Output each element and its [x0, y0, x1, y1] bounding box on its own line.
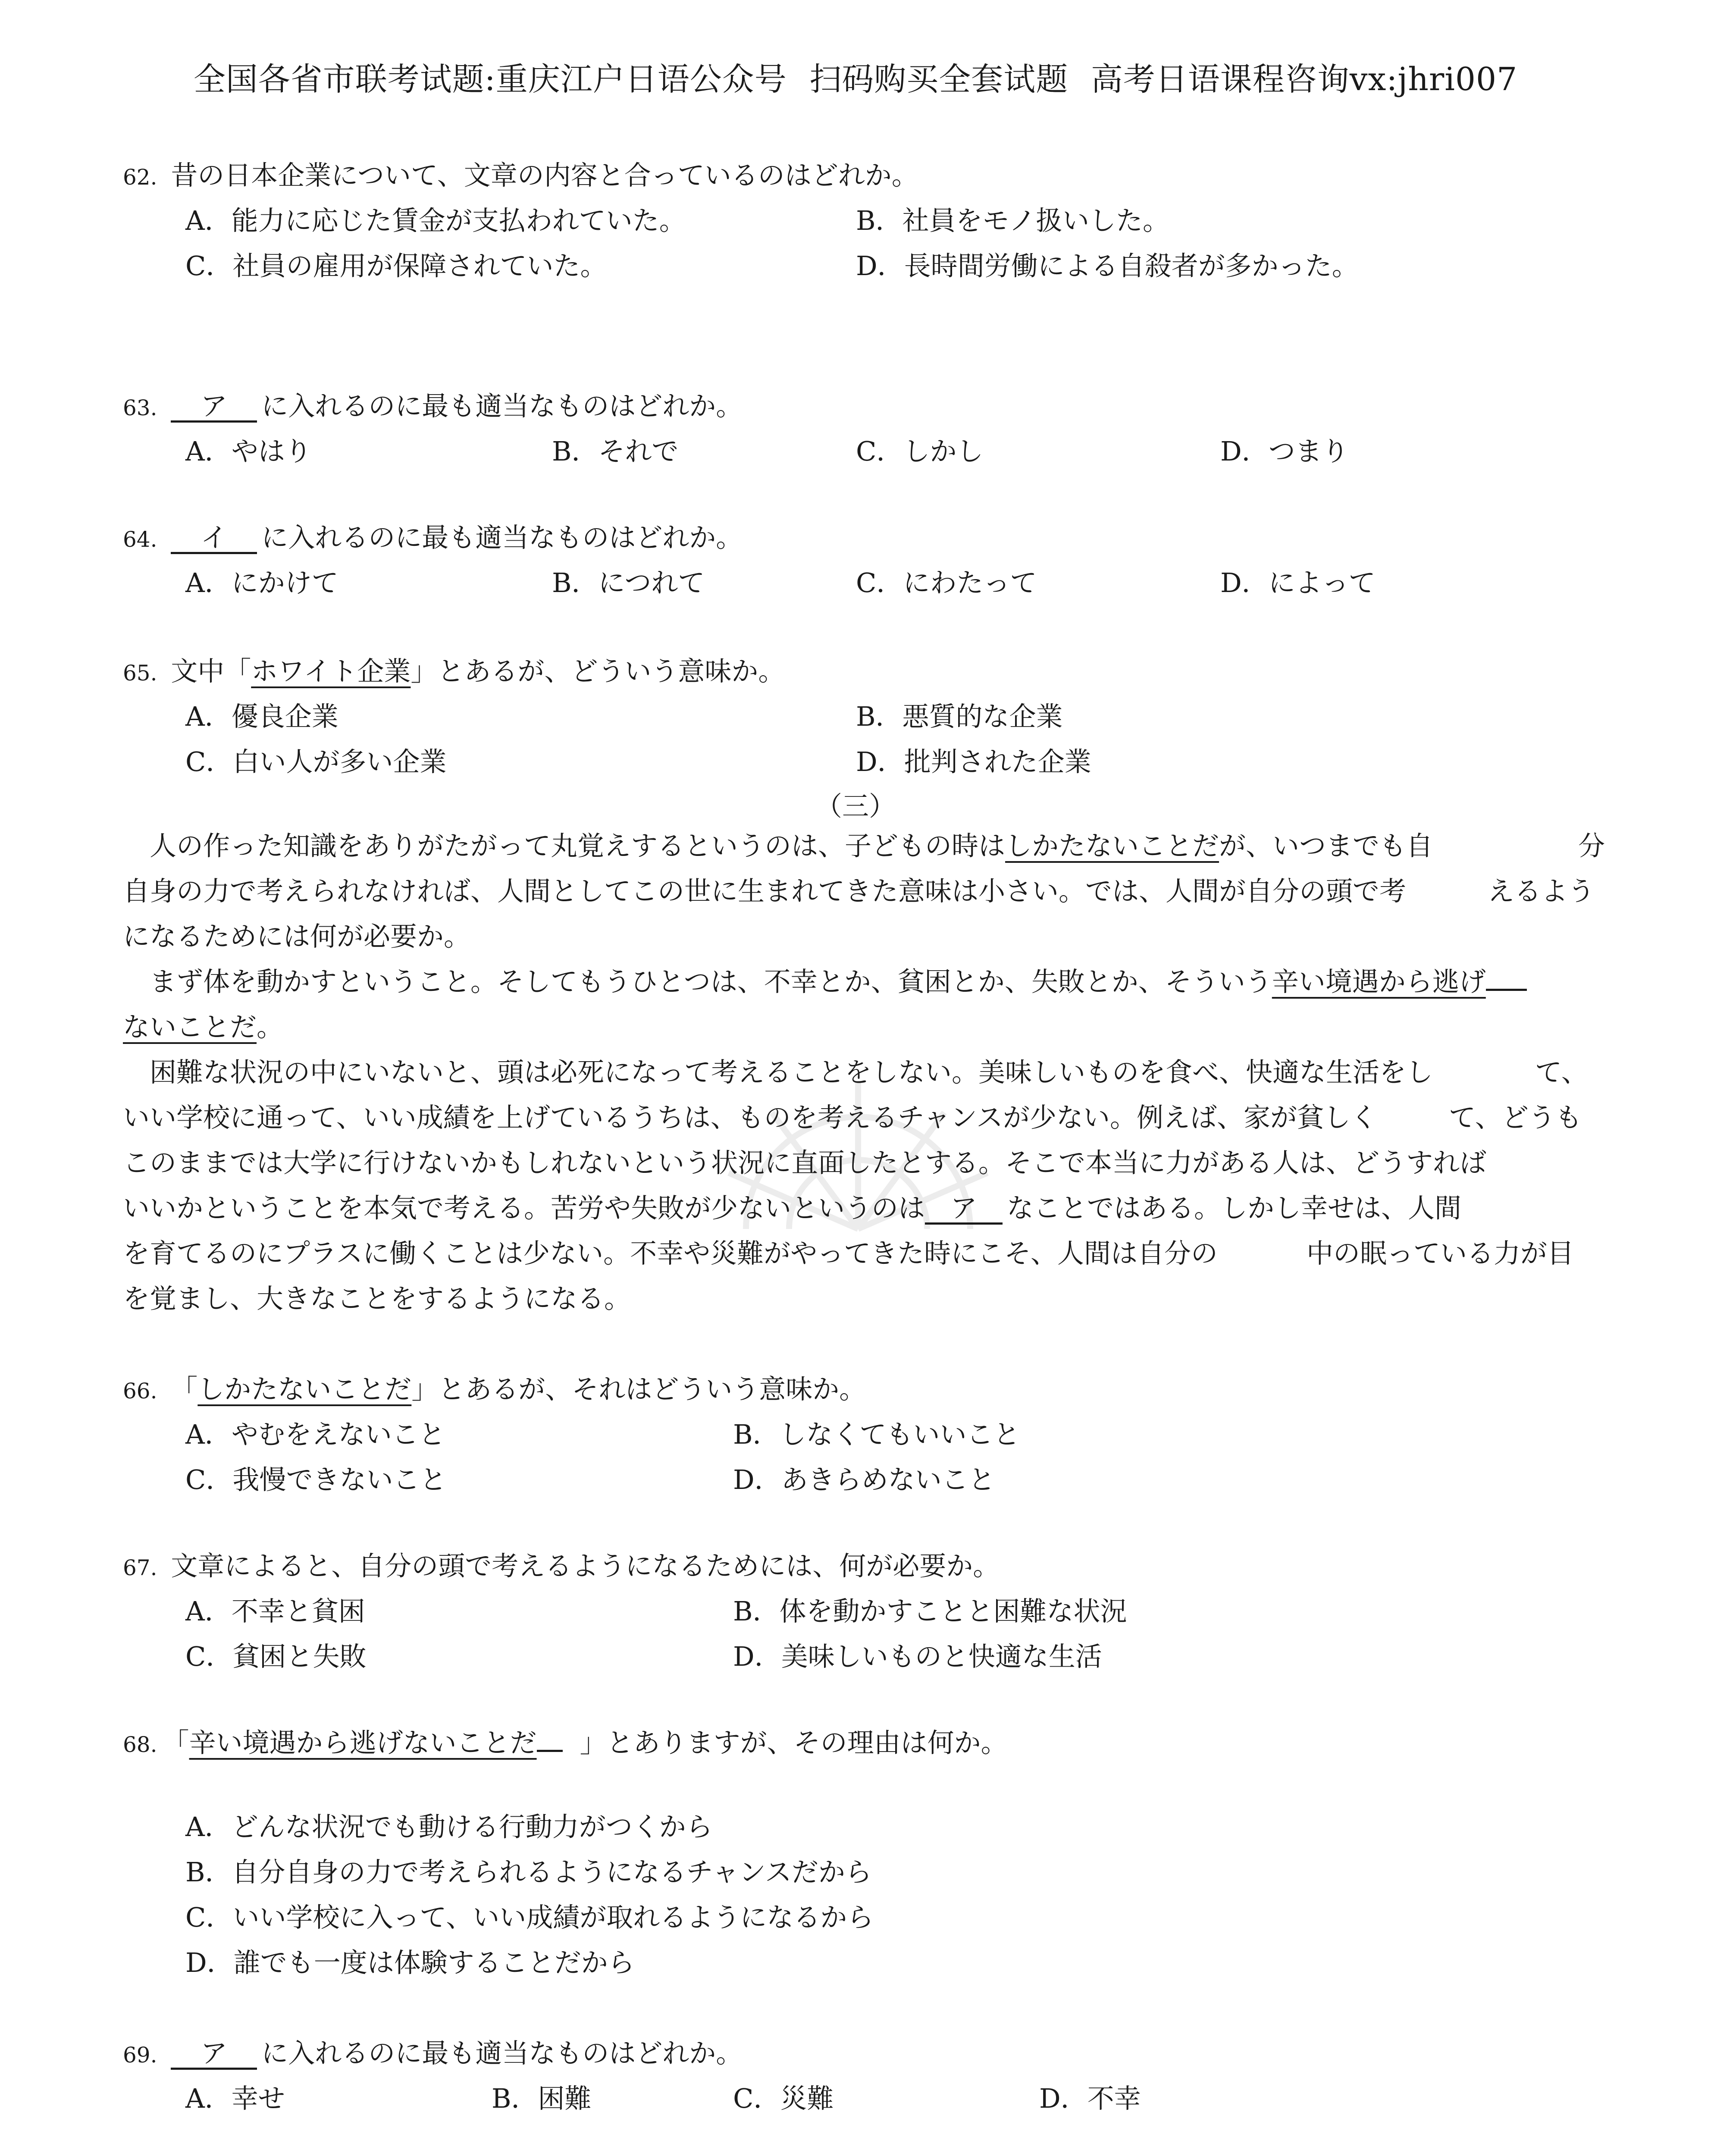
underlined-phrase: 辛い境遇から逃げ [1272, 966, 1486, 997]
question-prompt: 文章によると、自分の頭で考えるようになるためには、何が必要か。 [171, 1550, 1000, 1582]
passage-line-5 [123, 1011, 283, 1043]
q64-option-c: C．にわたって [856, 567, 1037, 599]
question-prompt: に入れるのに最も適当なものはどれか。 [261, 522, 743, 553]
q68-option-d: D．誰でも一度は体験することだから [185, 1947, 635, 1978]
underlined-term: 辛い境遇から逃げないことだ [189, 1727, 537, 1758]
underlined-phrase: しかたないことだ [1005, 830, 1219, 862]
question-prompt-post: 」とありますが、その理由は何か。 [580, 1727, 1008, 1758]
q63-option-a: A．やはり [185, 436, 312, 467]
passage-line-7-tail: て、どうも [1449, 1102, 1582, 1133]
header-purchase: 扫码购买全套试题 [809, 61, 1069, 98]
q68-option-b: B．自分自身の力で考えられるようになるチャンスだから [185, 1856, 872, 1888]
question-66 [123, 1373, 866, 1405]
q68-option-c: C．いい学校に入って、いい成績が取れるようになるから [185, 1902, 874, 1933]
q69-option-b: B．困難 [492, 2083, 592, 2114]
question-67 [123, 1550, 1000, 1582]
answer-blank: イ [171, 524, 257, 554]
question-number: 68. [123, 1732, 157, 1757]
question-number: 67. [123, 1555, 157, 1580]
q65-option-a: A．優良企業 [185, 701, 338, 732]
question-prompt-pre: 「 [162, 1727, 189, 1758]
page-header [0, 54, 1711, 100]
q62-option-c: C．社員の雇用が保障されていた。 [185, 250, 607, 282]
question-prompt-pre: 「 [171, 1373, 198, 1405]
question-number: 62. [123, 165, 157, 190]
question-prompt-post: 」とあるが、それはどういう意味か。 [411, 1373, 866, 1405]
question-69 [123, 2037, 743, 2070]
answer-blank: ア [925, 1195, 1003, 1225]
q64-option-d: D．によって [1220, 567, 1376, 599]
question-64 [123, 522, 743, 554]
q66-option-d: D．あきらめないこと [733, 1464, 995, 1495]
question-number: 65. [123, 661, 157, 686]
q66-option-c: C．我慢できないこと [185, 1464, 447, 1495]
question-prompt: 昔の日本企業について、文章の内容と合っているのはどれか。 [171, 160, 918, 191]
underlined-phrase: ないことだ [123, 1011, 257, 1043]
passage-line-9 [123, 1192, 1461, 1225]
q67-option-d: D．美味しいものと快適な生活 [733, 1641, 1102, 1672]
q69-option-d: D．不幸 [1039, 2083, 1141, 2114]
question-number: 64. [123, 527, 157, 552]
question-62 [123, 160, 918, 191]
passage-text: まず体を動かすということ。そしてもうひとつは、不幸とか、貧困とか、失敗とか、そういう [123, 966, 1272, 997]
underline-extension [537, 1746, 563, 1752]
passage-line-8: このままでは大学に行けないかもしれないという状況に直面したとする。そこで本当に力がある人は、どうすれば [123, 1147, 1487, 1178]
q65-option-c: C．白い人が多い企業 [185, 746, 447, 777]
passage-line-4 [123, 966, 1527, 998]
passage-line-1-tail: 分 [1578, 830, 1605, 862]
q62-option-b: B．社員をモノ扱いした。 [856, 205, 1169, 236]
q67-option-b: B．体を動かすことと困難な状況 [733, 1595, 1127, 1627]
passage-line-1 [123, 830, 1433, 862]
question-prompt: に入れるのに最も適当なものはどれか。 [261, 2037, 743, 2069]
question-prompt-post: 」とあるが、どういう意味か。 [411, 655, 785, 687]
q67-option-a: A．不幸と貧困 [185, 1595, 365, 1627]
q63-option-d: D．つまり [1220, 436, 1349, 467]
question-65 [123, 655, 785, 687]
question-number: 66. [123, 1379, 157, 1404]
section-marker: （三） [815, 790, 896, 822]
passage-line-2: 自身の力で考えられなければ、人間としてこの世に生まれてきた意味は小さい。では、人間が自分の頭で考 [123, 875, 1407, 907]
passage-line-2-tail: えるよう [1488, 875, 1595, 907]
passage-text: なことではある。しかし幸せは、人間 [1007, 1192, 1462, 1224]
question-prompt-pre: 文中「 [171, 655, 251, 687]
q69-option-a: A．幸せ [185, 2083, 285, 2114]
passage-line-3: になるためには何が必要か。 [123, 921, 471, 952]
answer-blank: ア [171, 393, 257, 423]
q66-option-b: B．しなくてもいいこと [733, 1419, 1020, 1450]
underlined-term: しかたないことだ [197, 1373, 412, 1405]
underlined-term: ホワイト企業 [251, 655, 411, 687]
header-source: 全国各省市联考试题:重庆江户日语公众号 [193, 61, 787, 98]
passage-text: 人の作った知識をありがたがって丸覚えするというのは、子どもの時は [123, 830, 1006, 862]
passage-text: いいかということを本気で考える。苦労や失敗が少ないというのは [123, 1192, 925, 1224]
question-63 [123, 390, 743, 423]
q63-option-c: C．しかし [856, 436, 984, 467]
question-number: 63. [123, 395, 157, 420]
q69-option-c: C．災難 [733, 2083, 834, 2114]
q66-option-a: A．やむをえないこと [185, 1419, 445, 1450]
q63-option-b: B．それで [552, 436, 679, 467]
q62-option-a: A．能力に応じた賃金が支払われていた。 [185, 205, 686, 236]
header-contact: 高考日语课程咨询vx:jhri007 [1091, 61, 1518, 98]
passage-line-7: いい学校に通って、いい成績を上げているうちは、ものを考えるチャンスが少ない。例えば、家が貧しく [123, 1102, 1378, 1133]
question-number: 69. [123, 2043, 157, 2068]
passage-text: が、いつまでも自 [1219, 830, 1433, 862]
passage-line-10: を育てるのにプラスに働くことは少ない。不幸や災難がやってきた時にこそ、人間は自分の [123, 1238, 1218, 1269]
q64-option-b: B．につれて [552, 567, 705, 599]
q64-option-a: A．にかけて [185, 567, 338, 599]
passage-line-10-tail: 中の眠っている力が目 [1307, 1238, 1574, 1269]
passage-line-6: 困難な状況の中にいないと、頭は必死になって考えることをしない。美味しいものを食べ、快適な生活をし [123, 1056, 1433, 1088]
passage-line-6-tail: て、 [1535, 1056, 1588, 1088]
q62-option-d: D．長時間労働による自殺者が多かった。 [856, 250, 1359, 282]
q65-option-d: D．批判された企業 [856, 746, 1091, 777]
underline-extension [1486, 985, 1527, 991]
answer-blank: ア [171, 2040, 257, 2070]
q67-option-c: C．貧困と失敗 [185, 1641, 367, 1672]
q68-option-a: A．どんな状況でも動ける行動力がつくから [185, 1811, 713, 1843]
q65-option-b: B．悪質的な企業 [856, 701, 1063, 732]
question-68 [123, 1727, 1008, 1759]
passage-line-11: を覚まし、大きなことをするようになる。 [123, 1283, 631, 1314]
passage-text: 。 [257, 1011, 284, 1043]
question-prompt: に入れるのに最も適当なものはどれか。 [261, 390, 743, 422]
